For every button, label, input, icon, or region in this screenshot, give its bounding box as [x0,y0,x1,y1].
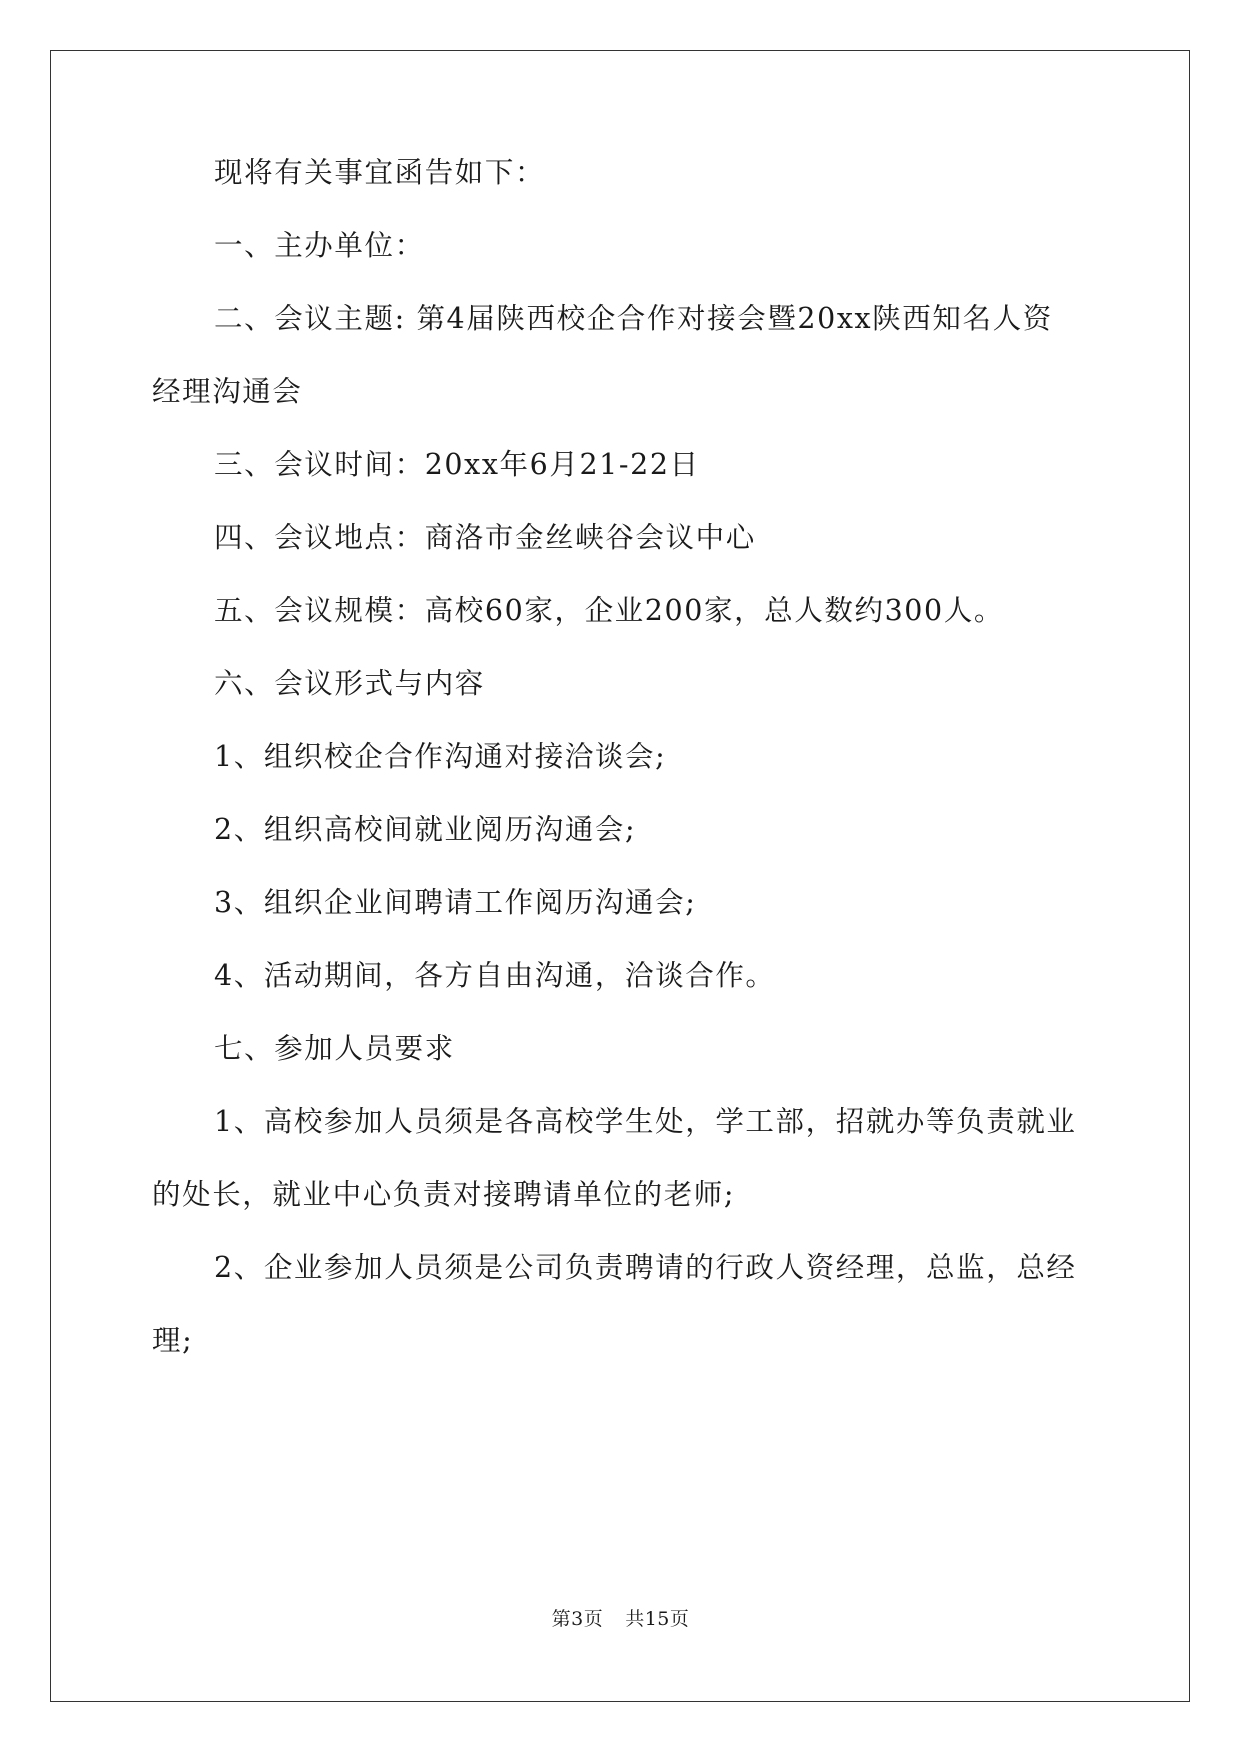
list-item-requirement-2-cont: 理; [152,1324,194,1357]
list-item-requirement-1: 1、高校参加人员须是各高校学生处，学工部，招就办等负责就业 [214,1105,1077,1138]
paragraph-requirements-heading: 七、参加人员要求 [214,1032,455,1065]
paragraph-organizer: 一、主办单位： [214,229,425,262]
paragraph-time: 三、会议时间：20xx年6月21-22日 [214,448,700,481]
list-item-requirement-1-cont: 的处长，就业中心负责对接聘请单位的老师; [152,1178,736,1211]
page-frame [50,50,1190,1702]
list-item-format-4: 4、活动期间，各方自由沟通，洽谈合作。 [214,959,776,992]
paragraph-scale: 五、会议规模：高校60家，企业200家，总人数约300人。 [214,594,1004,627]
paragraph-intro: 现将有关事宜函告如下： [214,156,546,189]
list-item-format-3: 3、组织企业间聘请工作阅历沟通会; [214,886,697,919]
paragraph-theme: 二、会议主题: 第4届陕西校企合作对接会暨20xx陕西知名人资 [214,302,1053,335]
list-item-format-2: 2、组织高校间就业阅历沟通会; [214,813,637,846]
page-number: 第3页 [551,1608,604,1630]
page-footer [0,1607,1241,1631]
paragraph-format-heading: 六、会议形式与内容 [214,667,485,700]
list-item-requirement-2: 2、企业参加人员须是公司负责聘请的行政人资经理，总监，总经 [214,1251,1077,1284]
list-item-format-1: 1、组织校企合作沟通对接洽谈会; [214,740,667,773]
page-total: 共15页 [625,1608,690,1630]
paragraph-location: 四、会议地点：商洛市金丝峡谷会议中心 [214,521,756,554]
paragraph-theme-cont: 经理沟通会 [152,375,303,408]
